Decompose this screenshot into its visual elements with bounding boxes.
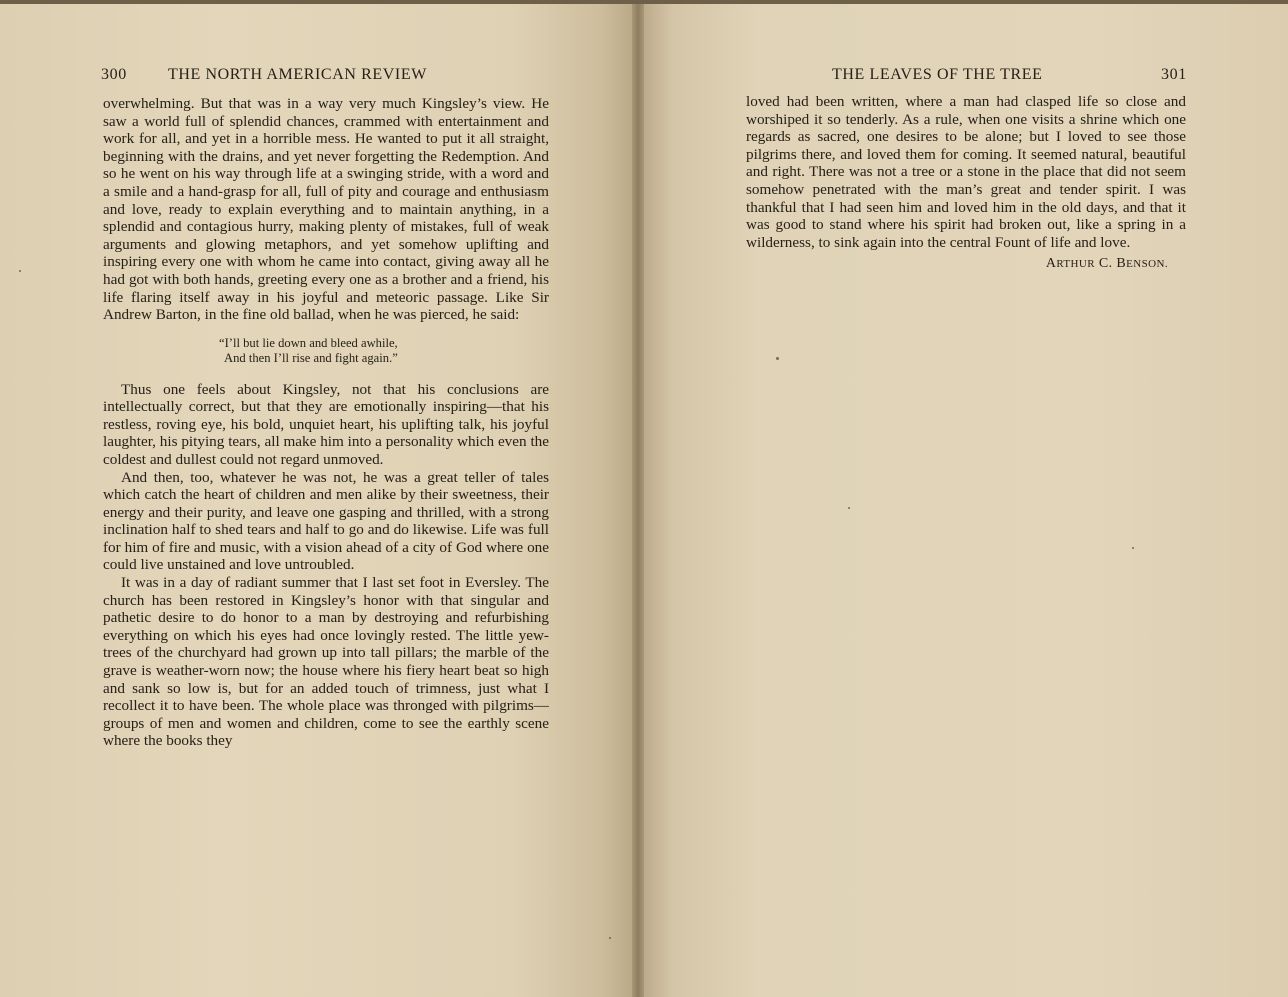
paper-speck <box>848 507 850 509</box>
right-page-body <box>746 93 1186 274</box>
author-middle: C. <box>1094 256 1117 272</box>
paper-speck <box>776 357 779 360</box>
right-paragraph-1: loved had been written, where a man had clasped life so close and worshiped it so tenderly. As a rule, when one visits a shrine which one regards as sacred, one desires to be alone; but I loved to see those pilgrims there, and loved them for coming. It seemed natural, beautiful and right. There was not a tree or a stone in the place that did not seem somehow penetrated with the man’s great and tender spirit. I was thankful that I had seen him and loved him in the old days, and that it was good to stand where his spirit had broken out, like a spring in a wilderness, to sink again into the central Fount of life and love. <box>746 93 1186 251</box>
left-paragraph-1: overwhelming. But that was in a way very much Kingsley’s view. He saw a world full of splendid chances, crammed with entertainment and work for all, and yet in a horrible mess. He wanted to put it all straight, beginning with the drains, and yet never forgetting the Redemption. And so he went on his way through life at a swinging stride, with a word and a smile and a hand-grasp for all, full of pity and courage and enthusiasm and love, ready to explain everything and to maintain anything, in a splendid and contagious hurry, making plenty of mistakes, full of weak arguments and glowing metaphors, and yet somehow uplifting and inspiring every one with whom he came into contact, giving away all he had got with both hands, greeting every one as a brother and a friend, his life flaring itself away in his joyful and meteoric passage. Like Sir Andrew Barton, in the fine old ballad, when he was pierced, he said: <box>103 95 549 324</box>
author-last-initial: B <box>1116 256 1127 272</box>
ballad-line-2: And then I’ll rise and fight again.” <box>224 351 398 366</box>
ballad-quote <box>219 336 549 367</box>
left-page-number: 300 <box>101 66 127 83</box>
paper-speck <box>609 937 611 939</box>
left-paragraph-2: Thus one feels about Kingsley, not that his conclusions are intellectually correct, but that they are emotionally inspiring—that his restless, roving eye, his bold, unquiet heart, his uplifting talk, his joyful laughter, his pitying tears, all make him into a personality which even the coldest and dullest could not regard unmoved. <box>103 380 549 468</box>
paper-speck <box>1132 547 1134 549</box>
right-page-number: 301 <box>1161 66 1187 83</box>
book-gutter <box>632 0 644 997</box>
ballad-line-1: “I’ll but lie down and bleed awhile, <box>219 335 398 350</box>
top-edge-shadow <box>0 0 1288 4</box>
author-first-rest: RTHUR <box>1056 258 1095 271</box>
author-signature <box>746 255 1186 274</box>
left-paragraph-3: And then, too, whatever he was not, he was a great teller of tales which catch the heart of children and men alike by their sweetness, their energy and their purity, and leave one gasping and thrilled, with a strong inclination half to shed tears and half to go and do likewise. Life was full for him of fire and music, with a vision ahead of a city of God where one could live unstained and love untroubled. <box>103 468 549 574</box>
right-running-head: THE LEAVES OF THE TREE <box>832 66 1043 83</box>
left-running-head: THE NORTH AMERICAN REVIEW <box>168 66 427 83</box>
left-page-body <box>103 95 549 750</box>
left-paragraph-4: It was in a day of radiant summer that I last set foot in Eversley. The church has been restored in Kingsley’s honor with that singular and pathetic desire to do honor to a man by destroying and refurbishing everything on which his eyes had once lovingly rested. The little yew-trees of the churchyard had grown up into tall pillars; the marble of the grave is weather-worn now; the house where his fiery heart beat so high and sank so low is, but for an added touch of trimness, just what I recollect it to have been. The whole place was thronged with pilgrims—groups of men and women and children, come to see the earthly scene where the books they <box>103 574 549 750</box>
author-first-initial: A <box>1045 256 1057 272</box>
author-last-rest: ENSON. <box>1126 258 1168 271</box>
paper-speck <box>19 270 21 272</box>
